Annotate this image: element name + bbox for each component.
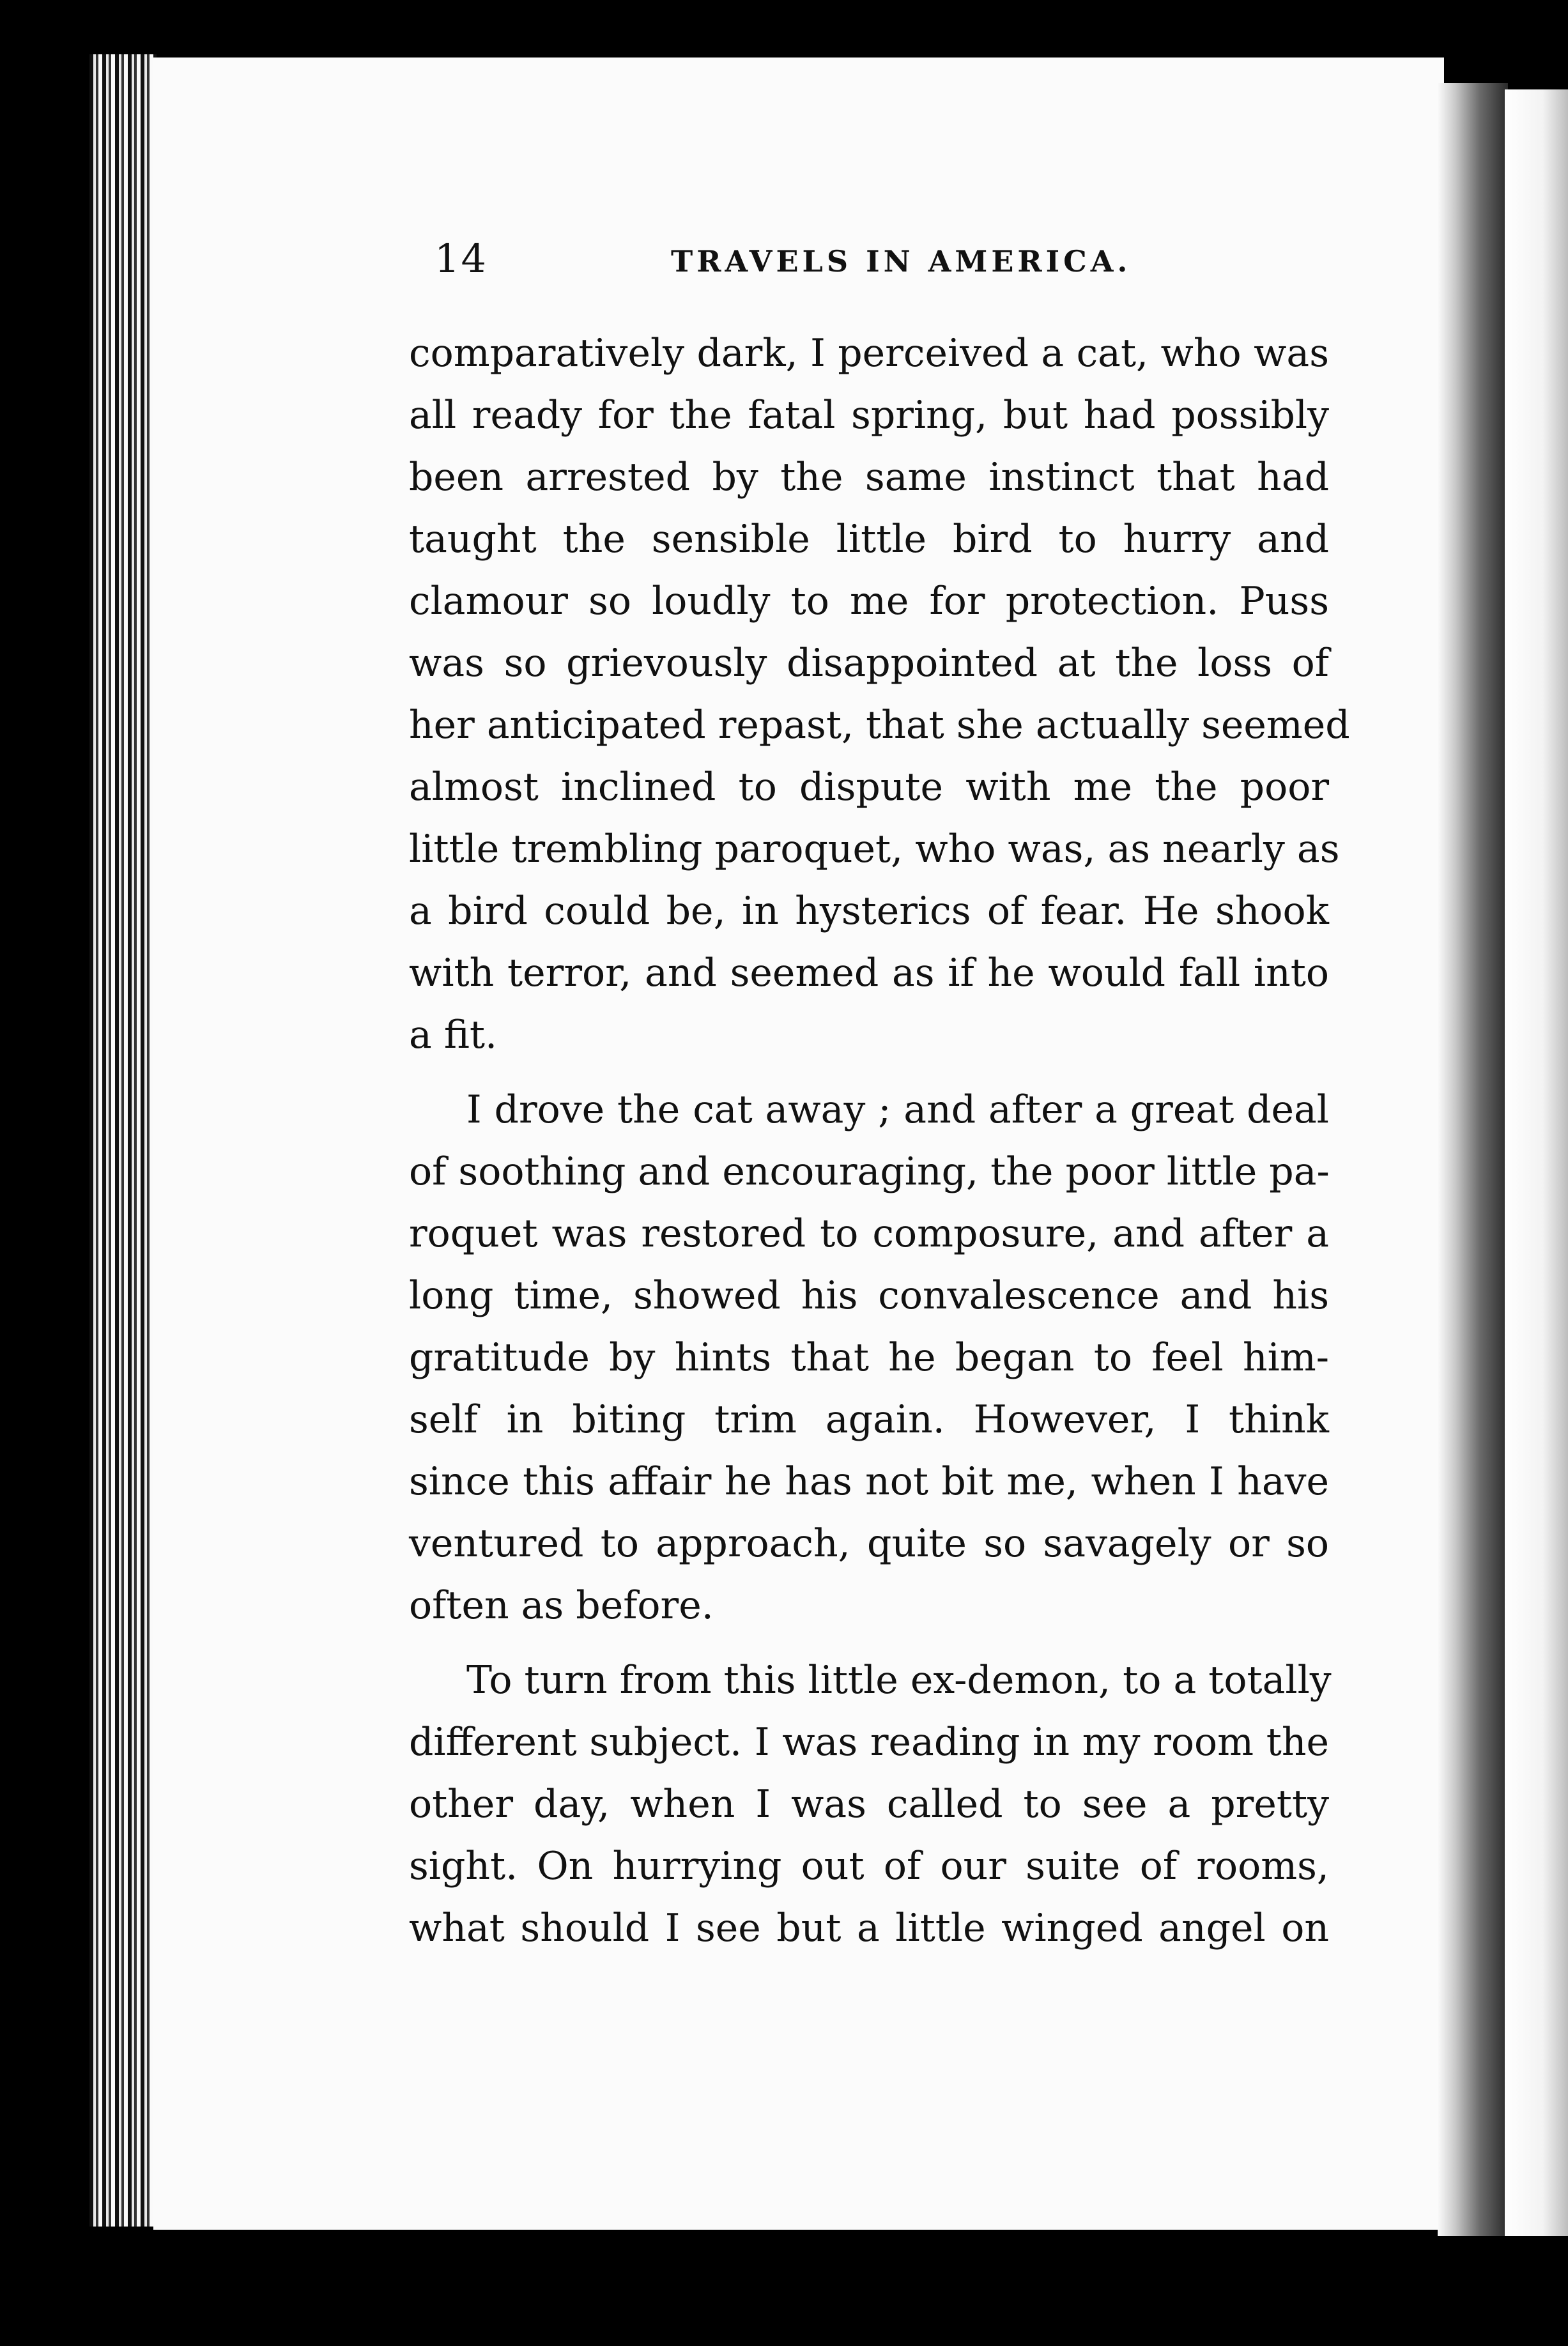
text-line: her anticipated repast, that she actually seemed (409, 703, 1350, 747)
text-line: different subject. I was reading in my room the (409, 1720, 1329, 1765)
text-line: I drove the cat away ; and after a great deal (466, 1087, 1329, 1132)
text-line: long time, showed his convalescence and his (409, 1273, 1329, 1318)
running-head: TRAVELS IN AMERICA. (671, 244, 1132, 279)
text-line: other day, when I was called to see a pretty (409, 1782, 1329, 1827)
text-line: roquet was restored to composure, and after a (409, 1211, 1329, 1256)
text-line: To turn from this little ex-demon, to a totally (466, 1658, 1332, 1703)
text-line: what should I see but a little winged angel on (409, 1906, 1329, 1951)
text-line: was so grievously disappointed at the loss of (409, 641, 1329, 686)
paragraph (409, 1650, 1332, 1959)
text-line: little trembling paroquet, who was, as nearly as (409, 827, 1340, 871)
page-edge-binding (89, 54, 157, 2227)
page-header (434, 235, 1329, 293)
text-line: often as before. (409, 1583, 714, 1628)
text-line: all ready for the fatal spring, but had possibly (409, 393, 1329, 438)
text-line: gratitude by hints that he began to feel him- (409, 1335, 1329, 1380)
text-line: self in biting trim again. However, I think (409, 1397, 1329, 1442)
text-line: ventured to approach, quite so savagely or so (409, 1521, 1329, 1566)
text-line: of soothing and encouraging, the poor little pa- (409, 1149, 1330, 1194)
text-line: since this affair he has not bit me, when I have (409, 1459, 1329, 1504)
text-line: been arrested by the same instinct that had (409, 455, 1329, 500)
text-line: a fit. (409, 1013, 498, 1057)
paragraph (409, 323, 1350, 1066)
next-page-edge (1505, 89, 1568, 2236)
text-line: with terror, and seemed as if he would fall into (409, 951, 1329, 995)
text-line: comparatively dark, I perceived a cat, who was (409, 331, 1329, 376)
text-line: sight. On hurrying out of our suite of rooms, (409, 1844, 1329, 1889)
page-gutter-shadow (1438, 83, 1508, 2236)
paragraph (409, 1079, 1329, 1637)
text-line: clamour so loudly to me for protection. Puss (409, 579, 1329, 624)
text-line: almost inclined to dispute with me the poor (409, 765, 1329, 809)
text-line: a bird could be, in hysterics of fear. He shook (409, 889, 1329, 933)
text-line: taught the sensible little bird to hurry and (409, 517, 1329, 562)
body-text (409, 323, 1350, 1959)
page-number: 14 (434, 235, 488, 282)
